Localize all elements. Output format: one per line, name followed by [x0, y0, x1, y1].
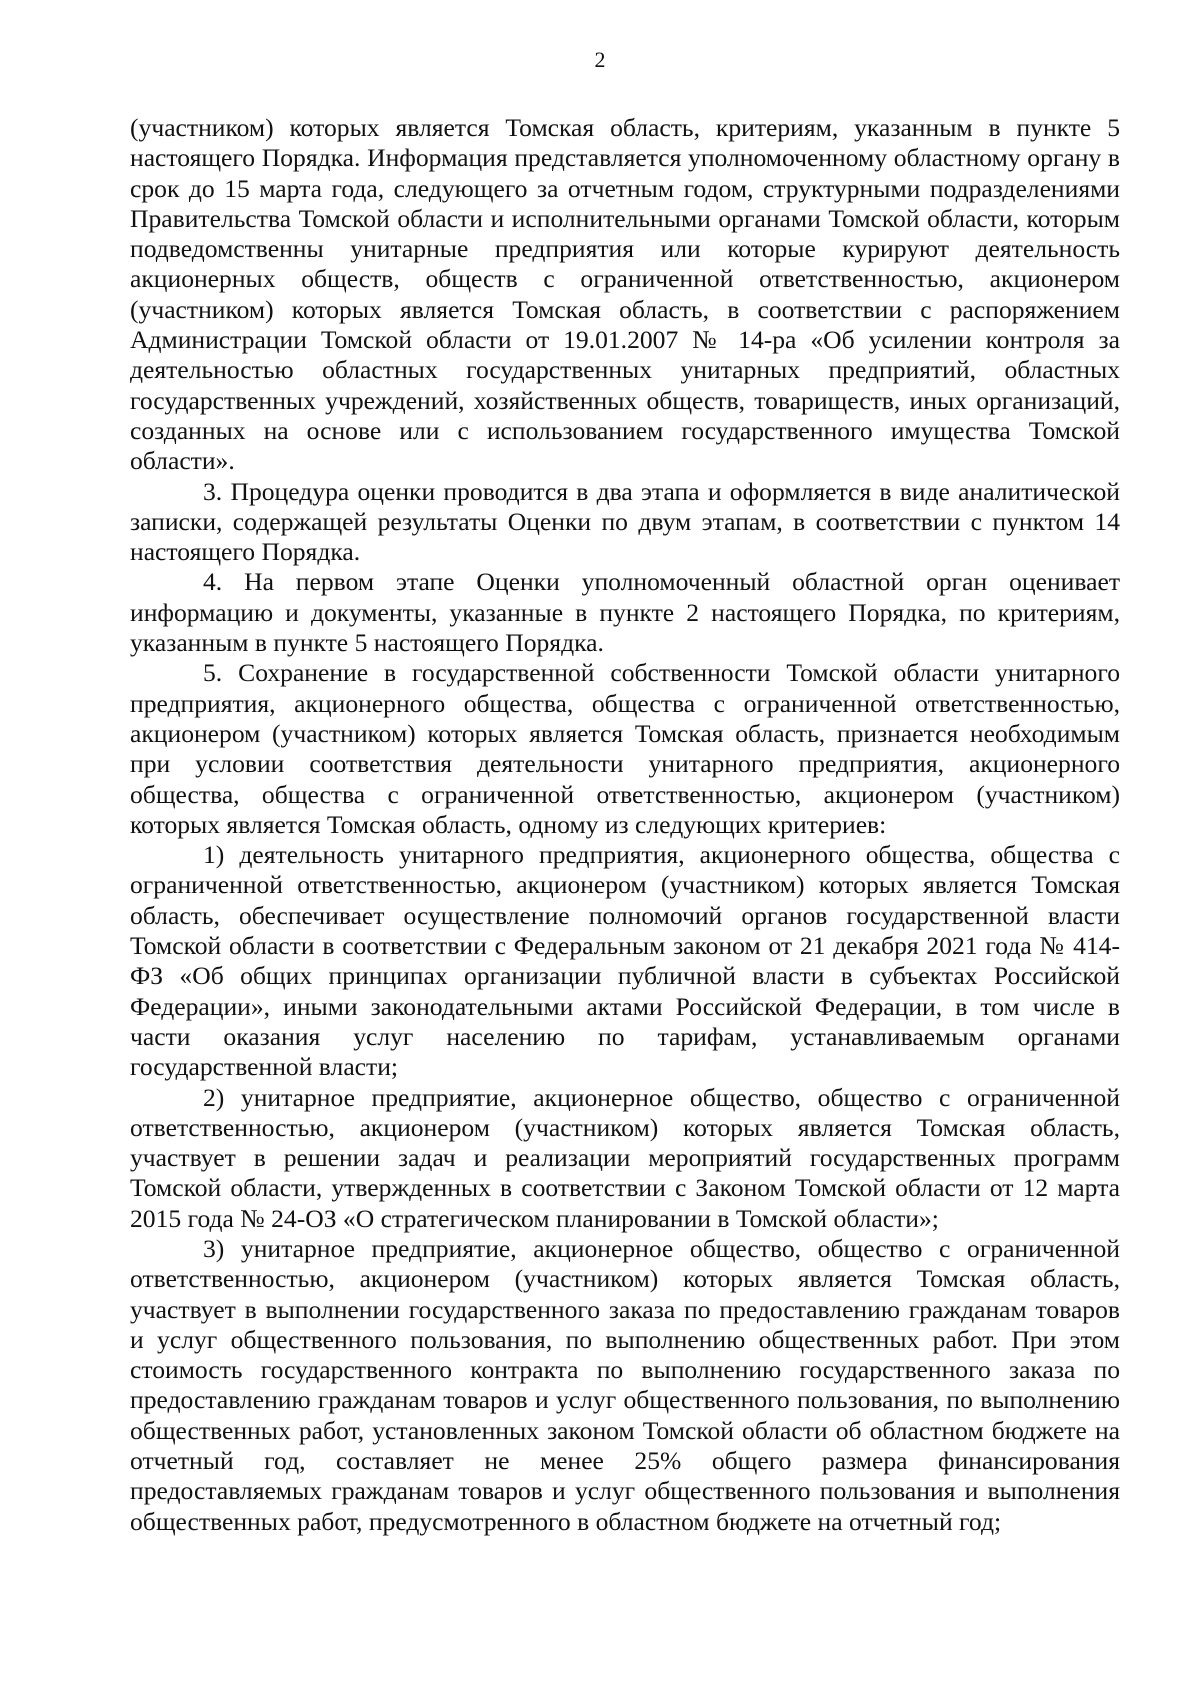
paragraph: 2) унитарное предприятие, акционерное общество, общество с ограниченной ответственностью, акционером (участником) которых является Томская область, участвует в решении задач и реализации мероприятий государственных программ Томской области, утвержденных в соответствии с Законом Томской области от 12 марта 2015 года № 24-ОЗ «О стратегическом планировании в Томской области»; — [130, 1082, 1120, 1233]
paragraph: (участником) которых является Томская область, критериям, указанным в пункте 5 настоящего Порядка. Информация представляется уполномоченному областному органу в срок до 15 марта года, следующего за отчетным годом, структурными подразделениями Правительства Томской области и исполнительными органами Томской области, которым подведомственны унитарные предприятия или которые курируют деятельность акционерных обществ, обществ с ограниченной ответственностью, акционером (участником) которых является Томская область, в соответствии с распоряжением Администрации Томской области от 19.01.2007 № 14-ра «Об усилении контроля за деятельностью областных государственных унитарных предприятий, областных государственных учреждений, хозяйственных обществ, товариществ, иных организаций, созданных на основе или с использованием государственного имущества Томской области». — [130, 113, 1120, 476]
paragraph: 3. Процедура оценки проводится в два этапа и оформляется в виде аналитической записки, содержащей результаты Оценки по двум этапам, в соответствии с пунктом 14 настоящего Порядка. — [130, 476, 1120, 567]
paragraph: 1) деятельность унитарного предприятия, акционерного общества, общества с ограниченной ответственностью, акционером (участником) которых является Томская область, обеспечивает осуществление полномочий органов государственной власти Томской области в соответствии с Федеральным законом от 21 декабря 2021 года № 414-ФЗ «Об общих принципах организации публичной власти в субъектах Российской Федерации», иными законодательными актами Российской Федерации, в том числе в части оказания услуг населению по тарифам, устанавливаемым органами государственной власти; — [130, 840, 1120, 1082]
paragraph: 5. Сохранение в государственной собственности Томской области унитарного предприятия, акционерного общества, общества с ограниченной ответственностью, акционером (участником) которых является Томская область, признается необходимым при условии соответствия деятельности унитарного предприятия, акционерного общества, общества с ограниченной ответственностью, акционером (участником) которых является Томская область, одному из следующих критериев: — [130, 658, 1120, 839]
page-number: 2 — [594, 47, 606, 72]
paragraph: 3) унитарное предприятие, акционерное общество, общество с ограниченной ответственностью, акционером (участником) которых является Томская область, участвует в выполнении государственного заказа по предоставлению гражданам товаров и услуг общественного пользования, по выполнению общественных работ. При этом стоимость государственного контракта по выполнению государственного заказа по предоставлению гражданам товаров и услуг общественного пользования, по выполнению общественных работ, установленных законом Томской области об областном бюджете на отчетный год, составляет не менее 25% общего размера финансирования предоставляемых гражданам товаров и услуг общественного пользования и выполнения общественных работ, предусмотренного в областном бюджете на отчетный год; — [130, 1233, 1120, 1536]
paragraph: 4. На первом этапе Оценки уполномоченный областной орган оценивает информацию и документы, указанные в пункте 2 настоящего Порядка, по критериям, указанным в пункте 5 настоящего Порядка. — [130, 567, 1120, 658]
document-body — [130, 113, 1120, 1537]
